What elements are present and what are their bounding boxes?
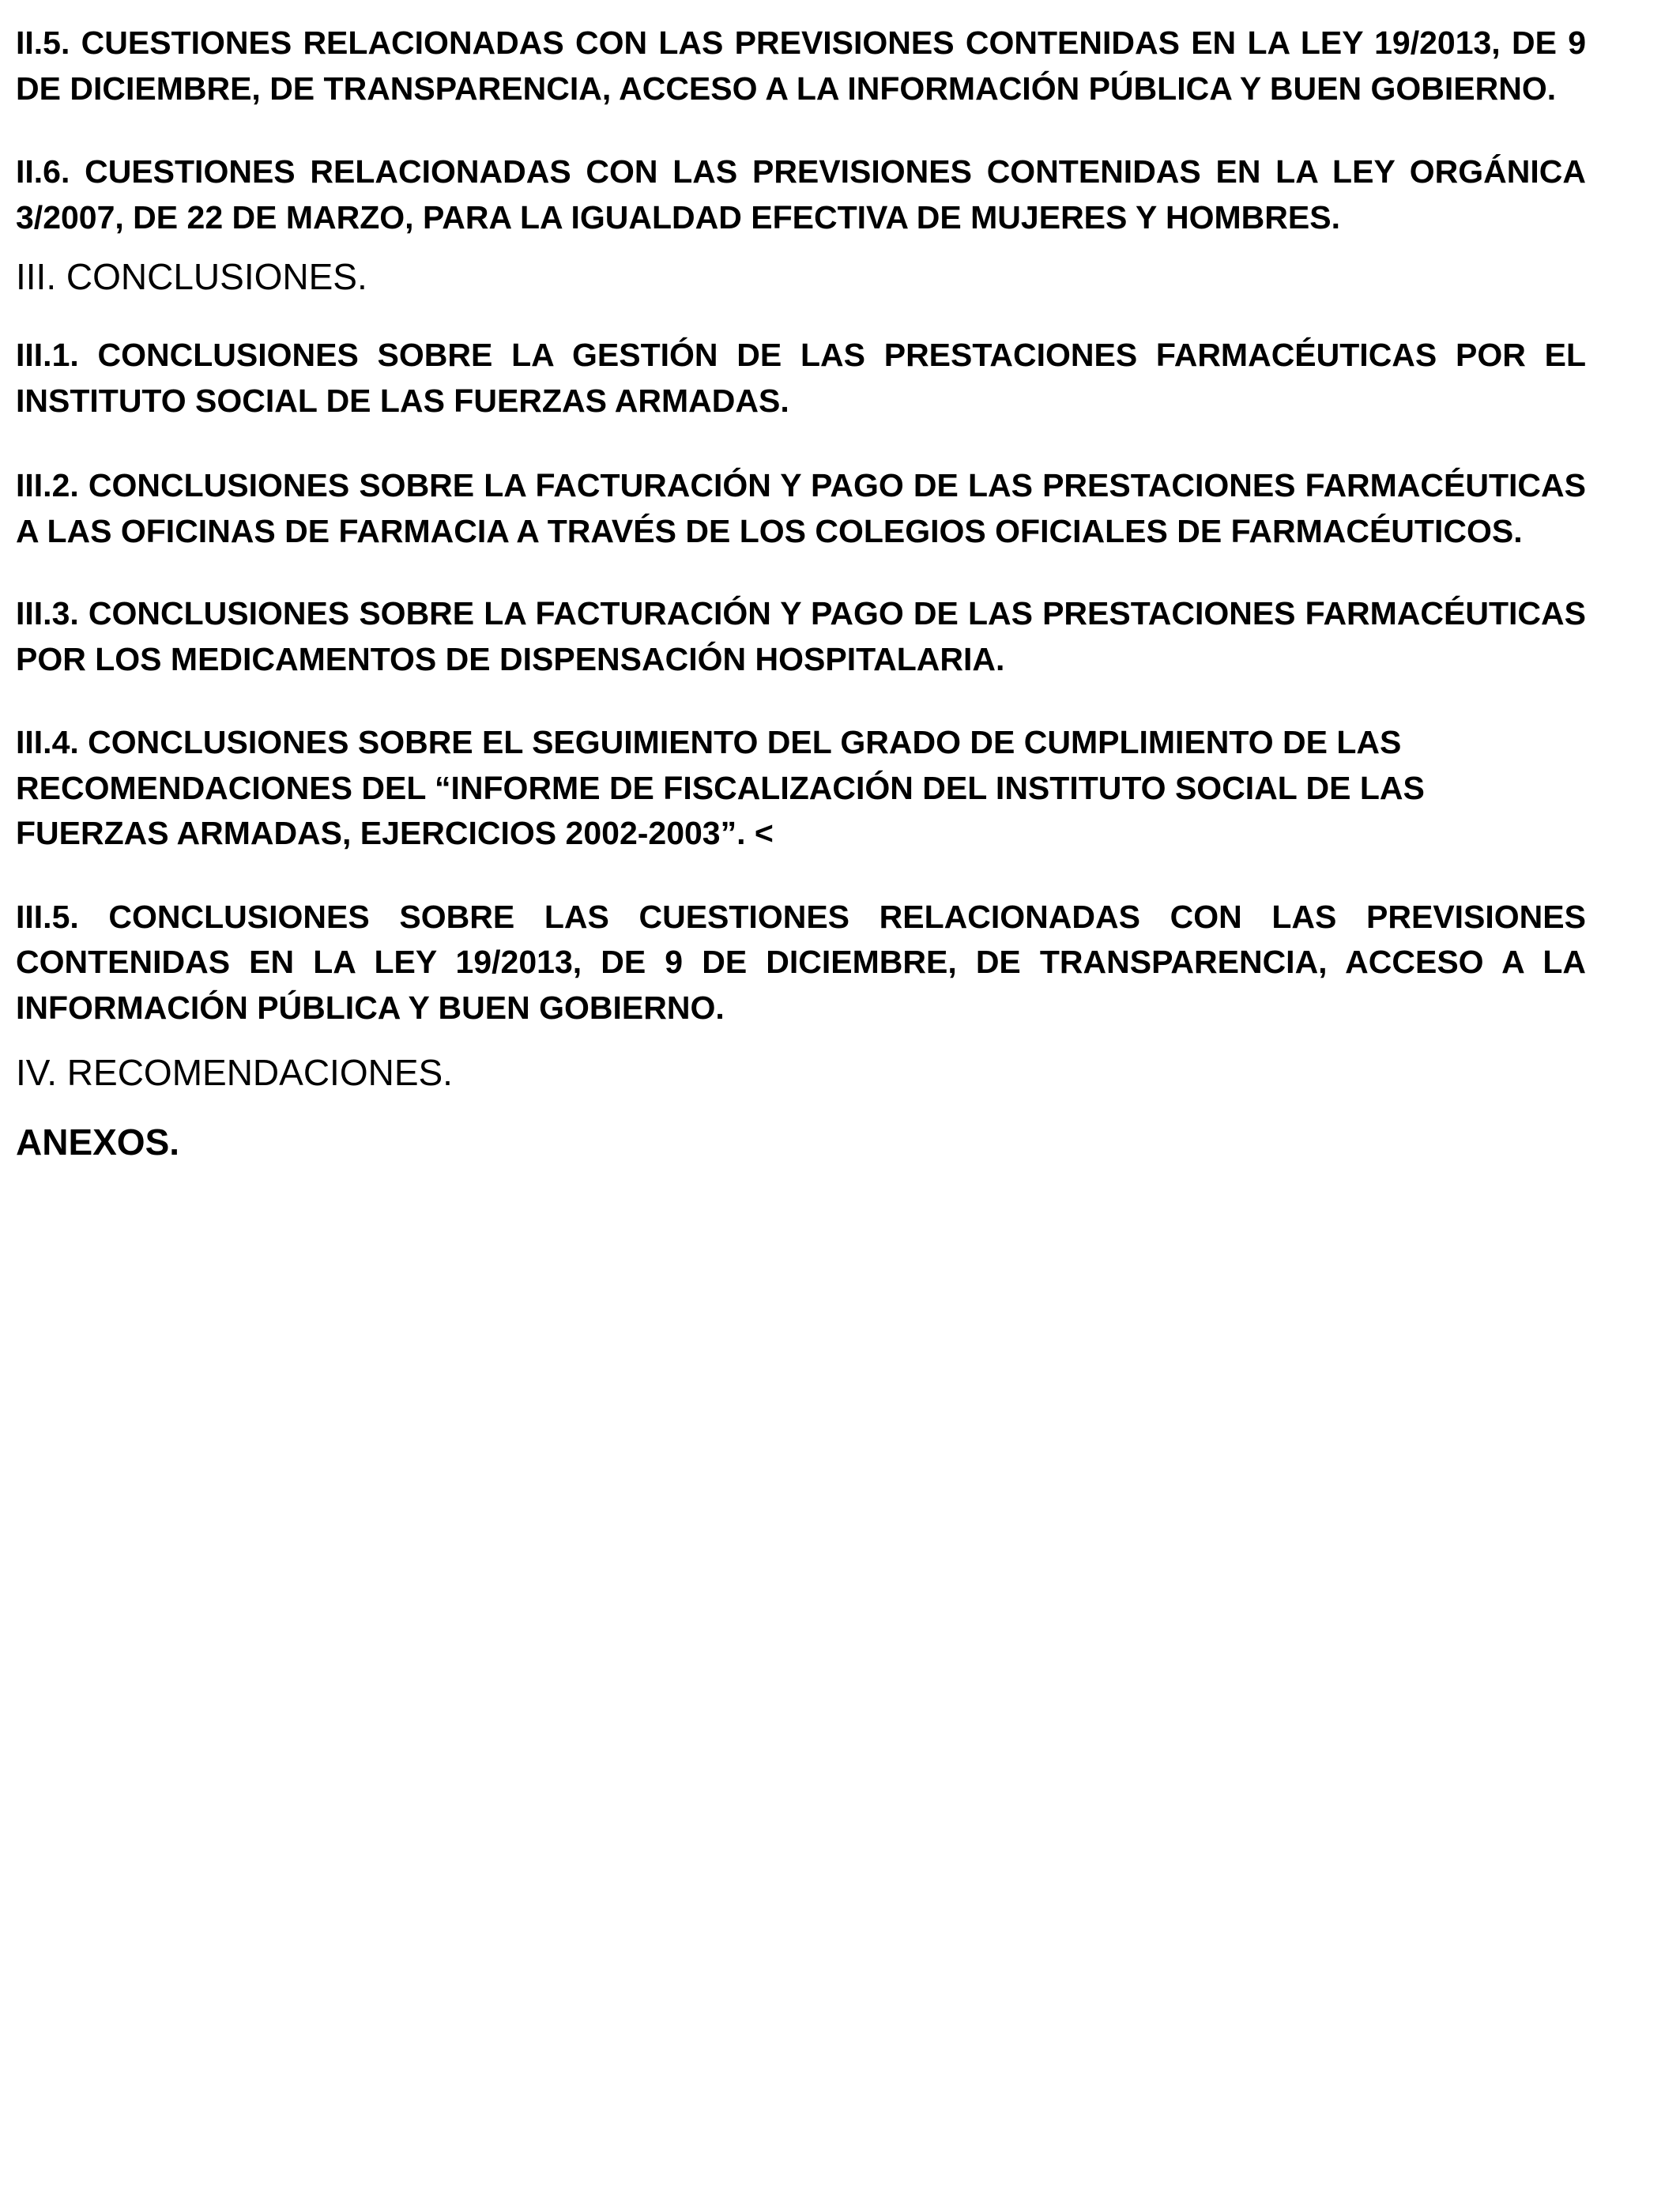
section-iii-3: III.3. CONCLUSIONES SOBRE LA FACTURACIÓN Y PAGO DE LAS PRESTACIONES FARMACÉUTICAS POR LOS MEDICAMENTOS DE DISPENSACIÓN HOSPITALARIA. xyxy=(16,595,1586,677)
section-iii-1: III.1. CONCLUSIONES SOBRE LA GESTIÓN DE LAS PRESTACIONES FARMACÉUTICAS POR EL INSTITUTO SOCIAL DE LAS FUERZAS ARMADAS. xyxy=(16,337,1586,419)
section-iii-4: III.4. CONCLUSIONES SOBRE EL SEGUIMIENTO DEL GRADO DE CUMPLIMIENTO DE LAS RECOMENDACIONES DEL “INFORME DE FISCALIZACIÓN DEL INSTITUTO SOCIAL DE LAS FUERZAS ARMADAS, EJERCICIOS 2002-2003”. < xyxy=(16,724,1425,851)
heading-iv-recomendaciones: IV. RECOMENDACIONES. xyxy=(16,1052,453,1093)
heading-iii-conclusiones: III. CONCLUSIONES. xyxy=(16,256,367,297)
section-ii-5: II.5. CUESTIONES RELACIONADAS CON LAS PREVISIONES CONTENIDAS EN LA LEY 19/2013, DE 9 DE DICIEMBRE, DE TRANSPARENCIA, ACCESO A LA INFORMACIÓN PÚBLICA Y BUEN GOBIERNO. xyxy=(16,25,1586,107)
section-iii-2: III.2. CONCLUSIONES SOBRE LA FACTURACIÓN Y PAGO DE LAS PRESTACIONES FARMACÉUTICAS A LAS OFICINAS DE FARMACIA A TRAVÉS DE LOS COLEGIOS OFICIALES DE FARMACÉUTICOS. xyxy=(16,467,1586,549)
heading-anexos: ANEXOS. xyxy=(16,1122,180,1163)
document-page xyxy=(16,21,1586,1164)
section-iii-5: III.5. CONCLUSIONES SOBRE LAS CUESTIONES RELACIONADAS CON LAS PREVISIONES CONTENIDAS EN LA LEY 19/2013, DE 9 DE DICIEMBRE, DE TRANSPARENCIA, ACCESO A LA INFORMACIÓN PÚBLICA Y BUEN GOBIERNO. xyxy=(16,898,1586,1026)
section-ii-6: II.6. CUESTIONES RELACIONADAS CON LAS PREVISIONES CONTENIDAS EN LA LEY ORGÁNICA 3/2007, DE 22 DE MARZO, PARA LA IGUALDAD EFECTIVA DE MUJERES Y HOMBRES. xyxy=(16,153,1586,236)
